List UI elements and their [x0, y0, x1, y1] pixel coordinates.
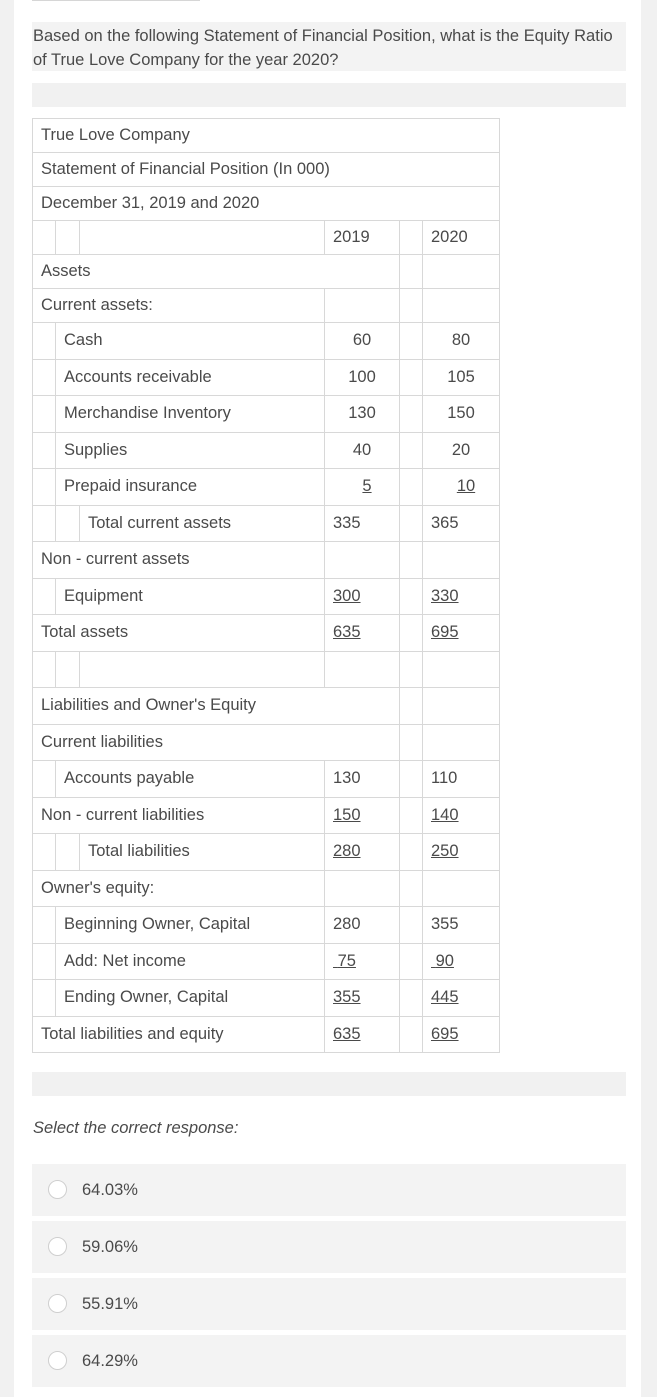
financial-statement-table [32, 118, 500, 1053]
table-row: Total assets 635 695 [33, 615, 500, 652]
table-row: Total liabilities 280 250 [33, 834, 500, 871]
table-row [33, 255, 500, 289]
year-2019-header: 2019 [325, 221, 400, 255]
table-row: Beginning Owner, Capital 280 355 [33, 907, 500, 944]
answer-option-3[interactable] [32, 1278, 626, 1330]
table-row: Add: Net income 75 90 [33, 943, 500, 980]
current-liabilities-heading: Current liabilities [33, 724, 400, 761]
table-row [33, 187, 500, 221]
question-text: Based on the following Statement of Financial Position, what is the Equity Ratio of True Love Company for the year 2020? [32, 22, 626, 71]
table-row: Ending Owner, Capital 355 445 [33, 980, 500, 1017]
radio-button[interactable] [48, 1351, 67, 1370]
answer-option-1[interactable] [32, 1164, 626, 1216]
answer-label: 55.91% [82, 1295, 138, 1313]
statement-date: December 31, 2019 and 2020 [33, 187, 500, 221]
table-row [33, 221, 500, 255]
company-name: True Love Company [33, 119, 500, 153]
noncurrent-assets-heading: Non - current assets [33, 542, 325, 579]
table-row [33, 688, 500, 725]
table-row [33, 289, 500, 323]
table-row: Equipment 300 330 [33, 578, 500, 615]
liabilities-equity-heading: Liabilities and Owner's Equity [33, 688, 400, 725]
table-row: Accounts receivable 100 105 [33, 359, 500, 396]
select-prompt: Select the correct response: [33, 1119, 239, 1137]
table-row [33, 153, 500, 187]
table-row [33, 870, 500, 907]
radio-button[interactable] [48, 1180, 67, 1199]
answer-label: 64.29% [82, 1352, 138, 1370]
answer-label: 59.06% [82, 1238, 138, 1256]
table-row [33, 119, 500, 153]
table-row [33, 724, 500, 761]
assets-heading: Assets [33, 255, 400, 289]
table-row: Total current assets 335 365 [33, 505, 500, 542]
spacer-bar [32, 83, 626, 107]
table-row: Prepaid insurance 5 10 [33, 469, 500, 506]
table-row: Accounts payable 130 110 [33, 761, 500, 798]
table-row: Non - current liabilities 150 140 [33, 797, 500, 834]
year-2020-header: 2020 [423, 221, 500, 255]
answer-label: 64.03% [82, 1181, 138, 1199]
owners-equity-heading: Owner's equity: [33, 870, 325, 907]
answer-option-4[interactable] [32, 1335, 626, 1387]
table-row: Total liabilities and equity 635 695 [33, 1016, 500, 1053]
radio-button[interactable] [48, 1237, 67, 1256]
table-row [33, 542, 500, 579]
answer-option-2[interactable] [32, 1221, 626, 1273]
table-row: Merchandise Inventory 130 150 [33, 396, 500, 433]
statement-title: Statement of Financial Position (In 000) [33, 153, 500, 187]
current-assets-heading: Current assets: [33, 289, 325, 323]
total-assets-label: Total assets [33, 615, 325, 652]
radio-button[interactable] [48, 1294, 67, 1313]
total-current-assets-label: Total current assets [80, 505, 325, 542]
table-row: Supplies 40 20 [33, 432, 500, 469]
spacer-bar [32, 1072, 626, 1096]
table-row: Cash 60 80 [33, 323, 500, 360]
top-divider [32, 0, 200, 1]
total-liabilities-label: Total liabilities [80, 834, 325, 871]
table-row [33, 651, 500, 688]
total-liab-equity-label: Total liabilities and equity [33, 1016, 325, 1053]
